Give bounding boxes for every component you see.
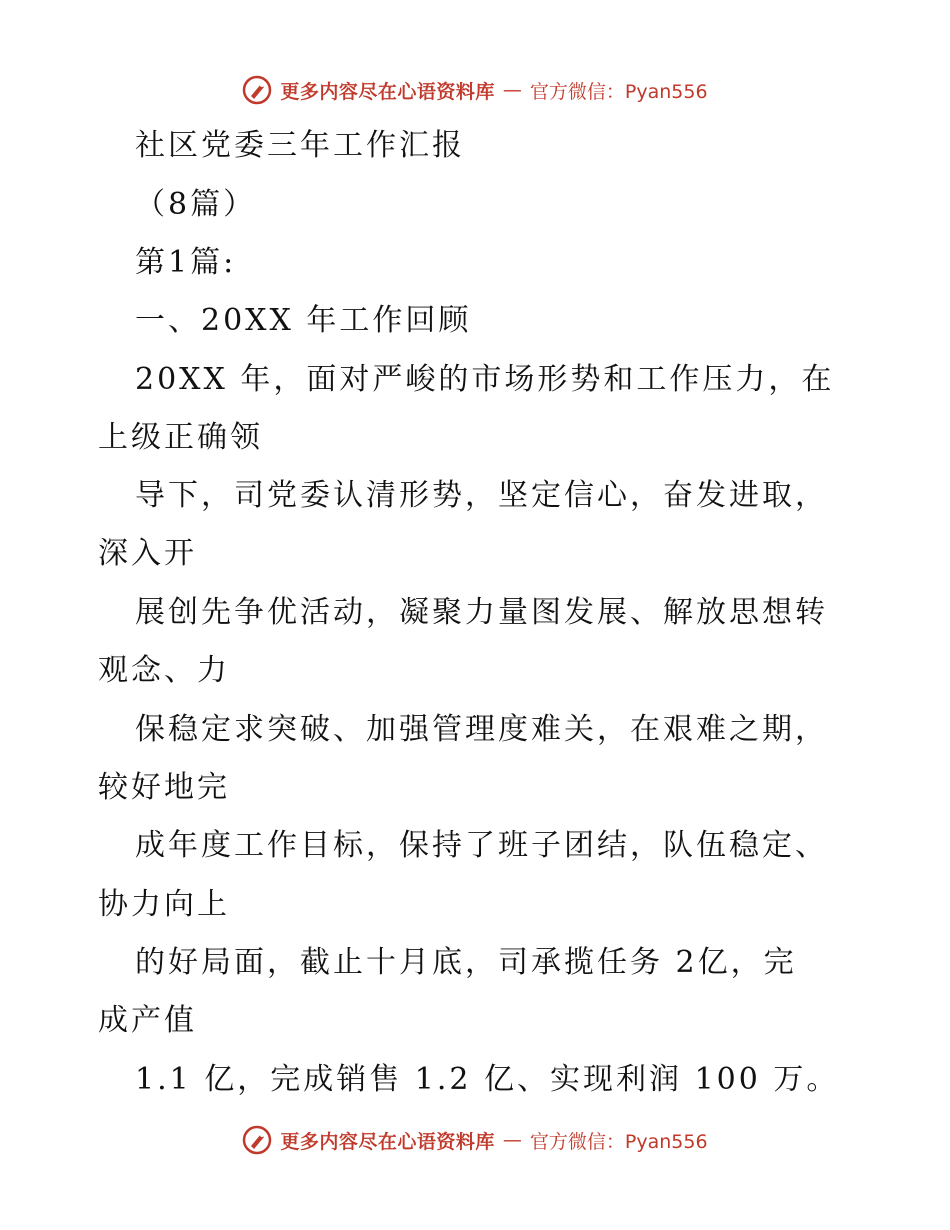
watermark-dash: —: [502, 1129, 522, 1151]
watermark-text: 更多内容尽在心语资料库: [280, 1130, 495, 1153]
body-line: 的好局面，截止十月底，司承揽任务 2亿，完: [135, 945, 797, 980]
body-line: 深入开: [98, 536, 197, 571]
body-line: 成年度工作目标，保持了班子团结，队伍稳定、: [135, 828, 828, 863]
body-line: 20XX 年，面对严峻的市场形势和工作压力，在: [135, 362, 835, 397]
body-line: 较好地完: [98, 770, 230, 805]
part-label: 第1篇:: [135, 245, 237, 280]
header-watermark: [0, 70, 950, 110]
pen-nib-icon: [242, 75, 272, 105]
body-line: 成产值: [98, 1003, 197, 1038]
body-line: 1.1 亿，完成销售 1.2 亿、实现利润 100 万。: [135, 1062, 840, 1097]
body-line: 上级正确领: [98, 420, 263, 455]
body-line: 协力向上: [98, 887, 230, 922]
body-line: 展创先争优活动，凝聚力量图发展、解放思想转: [135, 595, 828, 630]
body-line: 保稳定求突破、加强管理度难关，在艰难之期，: [135, 712, 828, 747]
watermark-wechat: 官方微信：Pyan556: [529, 80, 708, 103]
watermark-dash: —: [502, 79, 522, 101]
section-heading: 一、20XX 年工作回顾: [135, 303, 472, 338]
watermark-wechat: 官方微信：Pyan556: [529, 1130, 708, 1153]
body-line: 导下，司党委认清形势，坚定信心，奋发进取，: [135, 478, 828, 513]
body-line: 观念、力: [98, 653, 230, 688]
footer-watermark: [0, 1120, 950, 1160]
document-subtitle: （8篇）: [135, 187, 257, 222]
watermark-text: 更多内容尽在心语资料库: [280, 80, 495, 103]
pen-nib-icon: [242, 1125, 272, 1155]
document-title: 社区党委三年工作汇报: [135, 128, 465, 163]
